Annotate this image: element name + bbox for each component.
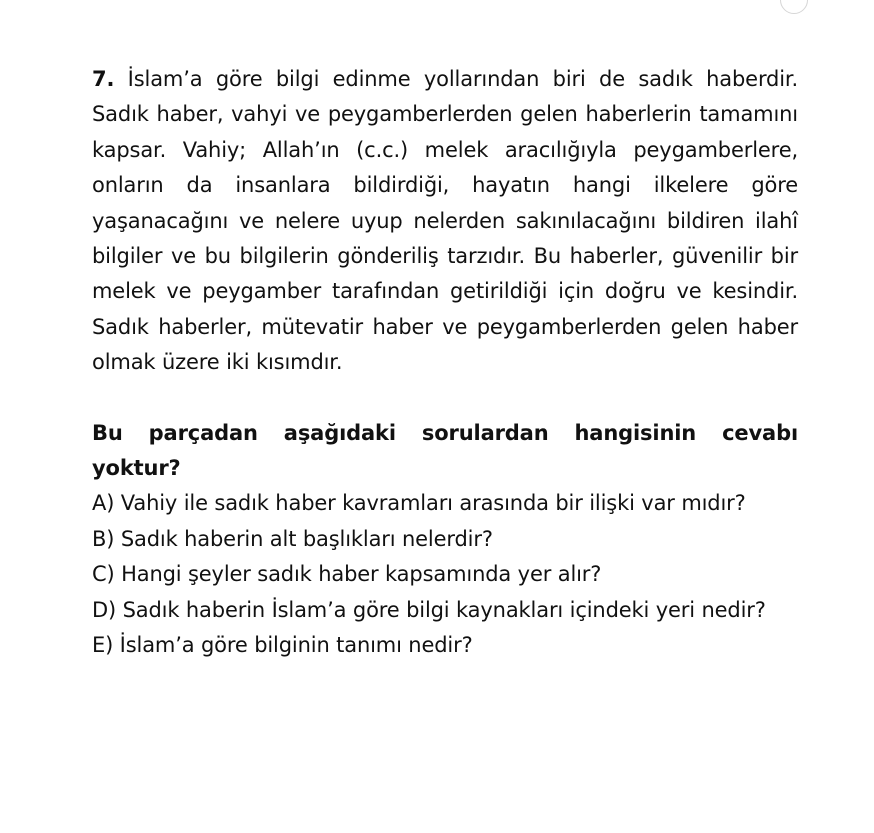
passage-text: İslam’a göre bilgi edinme yollarından biri de sadık haberdir. Sadık haber, vahyi ve peygamberlerden gelen haberlerin tamamını kapsar. Vahiy; Allah’ın (c.c.) melek aracılığıyla peygamberlere, onların da insanlara bildirdiği, hayatın hangi ilkelere göre yaşanacağını ve nelere uyup nelerden sakınılacağını bildiren ilahî bilgiler ve bu bilgilerin gönderiliş tarzıdır. Bu haberler, güvenilir bir melek ve peygamber tarafından getirildiği için doğru ve kesindir. Sadık haberler, mütevatir haber ve peygamberlerden gelen haber olmak üzere iki kısımdır. [92, 67, 799, 375]
answer-options [92, 486, 798, 663]
question-passage [92, 62, 798, 381]
option-c[interactable]: C) Hangi şeyler sadık haber kapsamında yer alır? [92, 562, 602, 587]
question-prompt: Bu parçadan aşağıdaki sorulardan hangisinin cevabı yoktur? [92, 420, 798, 481]
corner-circle-mark [780, 0, 808, 14]
question-number: 7. [92, 67, 115, 91]
option-b[interactable]: B) Sadık haberin alt başlıkları nelerdir? [92, 526, 493, 551]
option-d[interactable]: D) Sadık haberin İslam’a göre bilgi kaynakları içindeki yeri nedir? [92, 597, 766, 622]
question-block [92, 62, 798, 664]
option-e[interactable]: E) İslam’a göre bilginin tanımı nedir? [92, 633, 473, 658]
option-a[interactable]: A) Vahiy ile sadık haber kavramları arasında bir ilişki var mıdır? [92, 491, 746, 516]
